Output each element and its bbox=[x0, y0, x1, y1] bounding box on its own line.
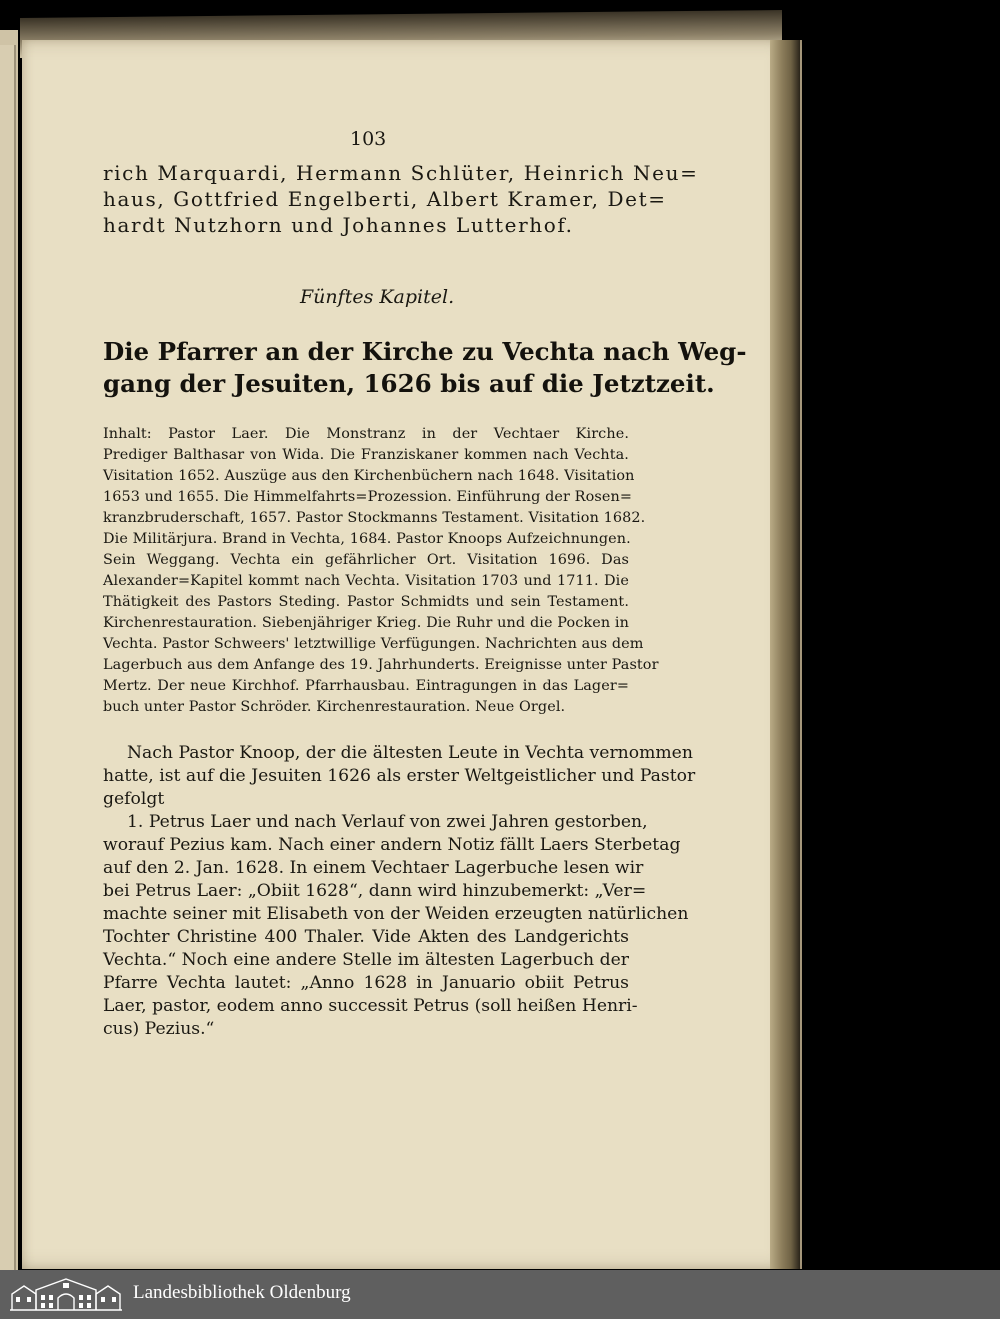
body-line: Pfarre Vechta lautet: „Anno 1628 in Januario obiit Petrus bbox=[103, 973, 629, 993]
contents-line: Sein Weggang. Vechta ein gefährlicher Ort. Visitation 1696. Das bbox=[103, 552, 629, 568]
body-line: Nach Pastor Knoop, der die ältesten Leute in Vechta vernommen bbox=[127, 743, 693, 763]
body-line: auf den 2. Jan. 1628. In einem Vechtaer Lagerbuche lesen wir bbox=[103, 858, 644, 878]
body-line: hatte, ist auf die Jesuiten 1626 als erster Weltgeistlicher und Pastor bbox=[103, 766, 696, 786]
names-line: hardt Nutzhorn und Johannes Lutterhof. bbox=[103, 213, 574, 237]
contents-line: Inhalt: Pastor Laer. Die Monstranz in der Vechtaer Kirche. bbox=[103, 426, 629, 442]
body-line: Laer, pastor, eodem anno successit Petrus (soll heißen Henri- bbox=[103, 996, 638, 1016]
library-name: Landesbibliothek Oldenburg bbox=[133, 1282, 351, 1303]
body-line: Tochter Christine 400 Thaler. Vide Akten des Landgerichts bbox=[103, 927, 629, 947]
contents-line: Mertz. Der neue Kirchhof. Pfarrhausbau. Eintragungen in das Lager= bbox=[103, 678, 629, 694]
body-line: worauf Pezius kam. Nach einer andern Notiz fällt Laers Sterbetag bbox=[103, 835, 681, 855]
contents-line: kranzbruderschaft, 1657. Pastor Stockmanns Testament. Visitation 1682. bbox=[103, 510, 646, 526]
left-page-sliver bbox=[0, 45, 16, 1270]
contents-line: Prediger Balthasar von Wida. Die Franziskaner kommen nach Vechta. bbox=[103, 447, 629, 463]
contents-line: buch unter Pastor Schröder. Kirchenrestauration. Neue Orgel. bbox=[103, 699, 566, 715]
chapter-label: Fünftes Kapitel. bbox=[300, 286, 455, 308]
contents-line: Die Militärjura. Brand in Vechta, 1684. Pastor Knoops Aufzeichnungen. bbox=[103, 531, 631, 547]
contents-line: Alexander=Kapitel kommt nach Vechta. Visitation 1703 und 1711. Die bbox=[103, 573, 629, 589]
contents-line: Visitation 1652. Auszüge aus den Kirchenbüchern nach 1648. Visitation bbox=[103, 468, 635, 484]
contents-line: Kirchenrestauration. Siebenjähriger Krieg. Die Ruhr und die Pocken in bbox=[103, 615, 629, 631]
names-line: rich Marquardi, Hermann Schlüter, Heinrich Neu= bbox=[103, 161, 699, 185]
body-line: 1. Petrus Laer und nach Verlauf von zwei Jahren gestorben, bbox=[127, 812, 648, 832]
library-building-icon bbox=[10, 1276, 122, 1312]
page-right-edge bbox=[770, 40, 800, 1269]
body-line: cus) Pezius.“ bbox=[103, 1019, 215, 1039]
contents-line: Vechta. Pastor Schweers' letztwillige Verfügungen. Nachrichten aus dem bbox=[103, 636, 644, 652]
footer-bar bbox=[0, 1270, 1000, 1319]
body-line: Vechta.“ Noch eine andere Stelle im ältesten Lagerbuch der bbox=[103, 950, 629, 970]
body-line: machte seiner mit Elisabeth von der Weiden erzeugten natürlichen bbox=[103, 904, 689, 924]
body-line: bei Petrus Laer: „Obiit 1628“, dann wird hinzubemerkt: „Ver= bbox=[103, 881, 647, 901]
chapter-title-line: gang der Jesuiten, 1626 bis auf die Jetztzeit. bbox=[103, 369, 715, 398]
contents-line: Lagerbuch aus dem Anfange des 19. Jahrhunderts. Ereignisse unter Pastor bbox=[103, 657, 659, 673]
chapter-title-line: Die Pfarrer an der Kirche zu Vechta nach Weg- bbox=[103, 337, 747, 366]
contents-line: Thätigkeit des Pastors Steding. Pastor Schmidts und sein Testament. bbox=[103, 594, 629, 610]
contents-line: 1653 und 1655. Die Himmelfahrts=Prozession. Einführung der Rosen= bbox=[103, 489, 632, 505]
page-number: 103 bbox=[350, 128, 387, 150]
names-line: haus, Gottfried Engelberti, Albert Kramer, Det= bbox=[103, 187, 667, 211]
body-line: gefolgt bbox=[103, 789, 165, 809]
